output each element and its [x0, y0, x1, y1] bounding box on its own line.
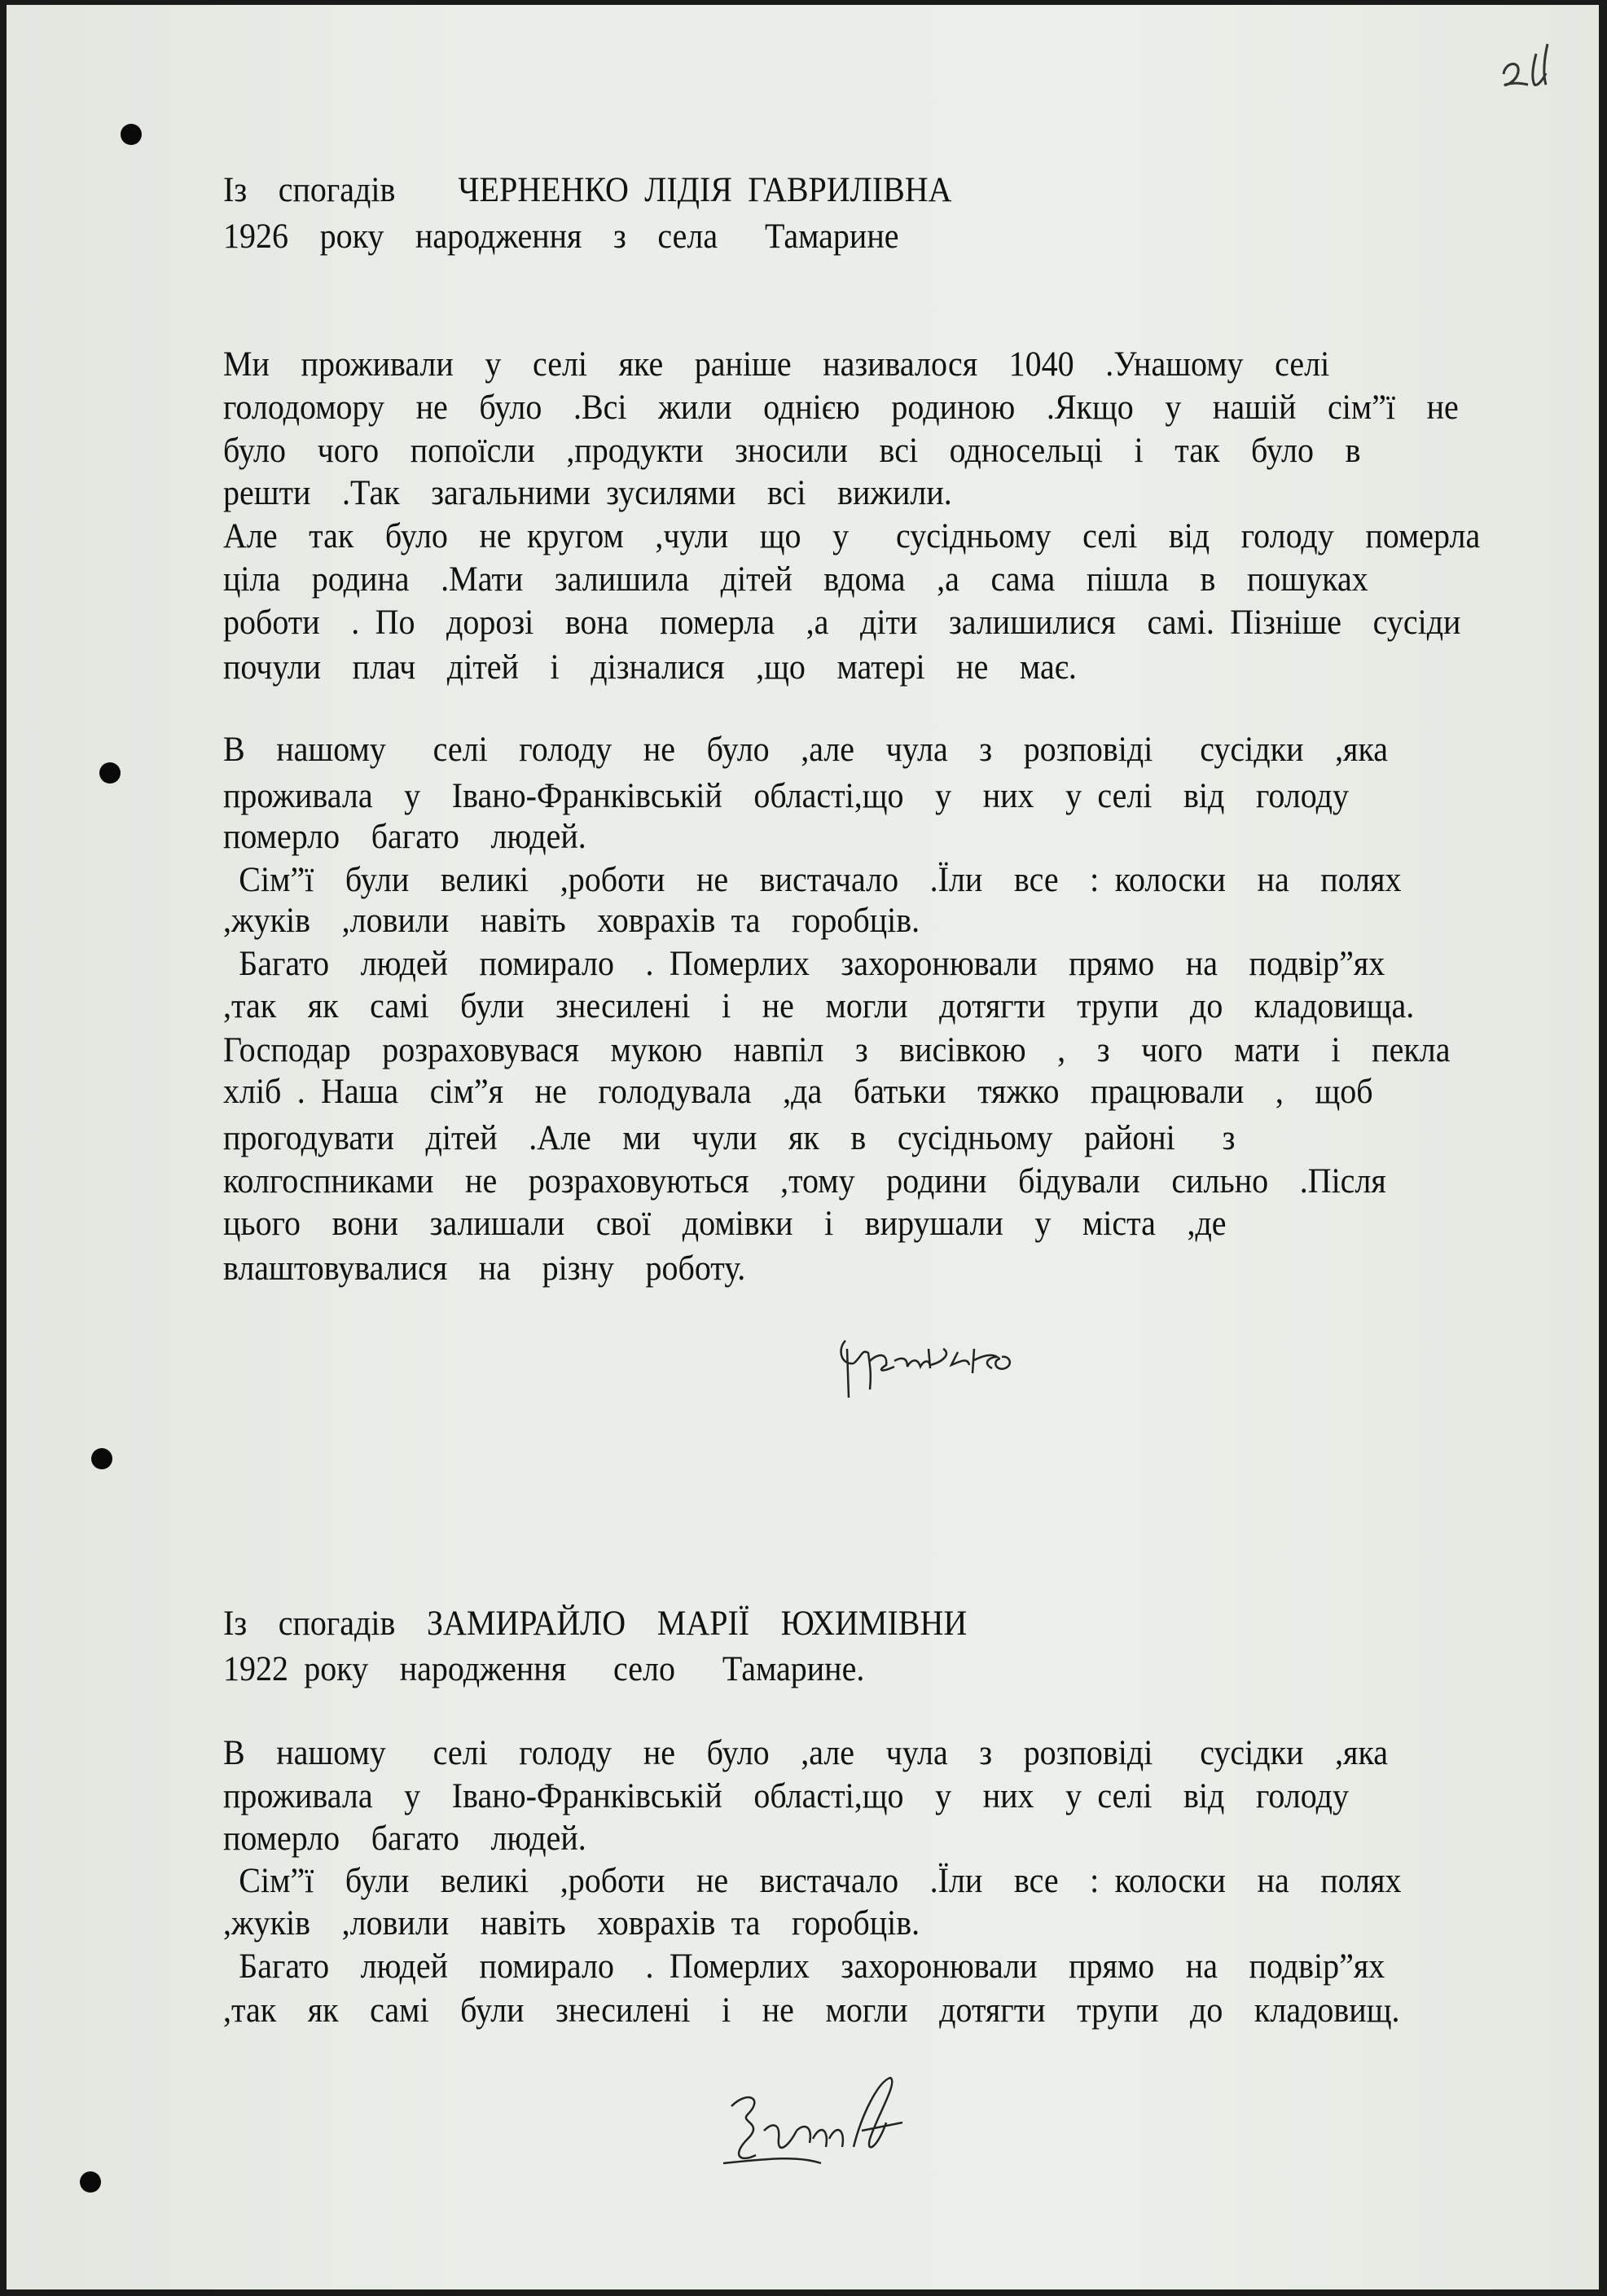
- punch-hole: [99, 762, 121, 784]
- document-page: [7, 5, 1599, 2289]
- paragraph-line: решти .Так загальними зусилями всі вижили.: [223, 474, 952, 512]
- punch-hole: [80, 2171, 101, 2193]
- paragraph-line: Сім”ї були великі ,роботи не вистачало .Їли все : колоски на полях: [223, 1862, 1402, 1900]
- paragraph-line: померло багато людей.: [223, 818, 586, 856]
- paragraph-line: почули плач дітей і дізналися ,що матері не має.: [223, 648, 1077, 687]
- entry-header-line: Із спогадів ЧЕРНЕНКО ЛІДІЯ ГАВРИЛІВНА: [223, 171, 952, 209]
- paragraph-line: померло багато людей.: [223, 1820, 586, 1858]
- entry-header-line: Із спогадів ЗАМИРАЙЛО МАРІЇ ЮХИМІВНИ: [223, 1605, 968, 1643]
- signature-chernenko: [829, 1316, 1074, 1414]
- paragraph-line: ,так як самі були знесилені і не могли дотягти трупи до кладовища.: [223, 987, 1415, 1025]
- handwritten-page-number: [1497, 37, 1570, 103]
- paragraph-line: В нашому селі голоду не було ,але чула з розповіді сусідки ,яка: [223, 1734, 1389, 1772]
- paragraph-line: цього вони залишали свої домівки і вирушали у міста ,де: [223, 1205, 1227, 1243]
- paragraph-line: Багато людей помирало . Померлих захоронювали прямо на подвір”ях: [223, 945, 1385, 983]
- paragraph-line: було чого попоїсли ,продукти зносили всі односельці і так було в: [223, 432, 1361, 470]
- paragraph-line: ,жуків ,ловили навіть ховрахів та горобців.: [223, 902, 920, 940]
- paragraph-line: голодомору не було .Всі жили однією родиною .Якщо у нашій сім”ї не: [223, 389, 1459, 427]
- paragraph-line: хліб . Наша сім”я не голодувала ,да батьки тяжко працювали , щоб: [223, 1073, 1373, 1111]
- paragraph-line: ,жуків ,ловили навіть ховрахів та горобців.: [223, 1904, 920, 1943]
- entry-header-line: 1922 року народження село Тамарине.: [223, 1650, 865, 1688]
- paragraph-line: Але так було не кругом ,чули що у сусідньому селі від голоду померла: [223, 517, 1481, 555]
- punch-hole: [91, 1448, 112, 1469]
- paragraph-line: В нашому селі голоду не було ,але чула з розповіді сусідки ,яка: [223, 731, 1389, 769]
- paragraph-line: проживала у Івано-Франківській області,що у них у селі від голоду: [223, 777, 1349, 815]
- paragraph-line: ,так як самі були знесилені і не могли дотягти трупи до кладовищ.: [223, 1991, 1400, 2030]
- paragraph-line: Ми проживали у селі яке раніше називалося 1040 .Унашому селі: [223, 345, 1330, 384]
- paragraph-line: Багато людей помирало . Померлих захоронювали прямо на подвір”ях: [223, 1947, 1385, 1986]
- paragraph-line: проживала у Івано-Франківській області,що у них у селі від голоду: [223, 1777, 1349, 1815]
- entry-header-line: 1926 року народження з села Тамарине: [223, 217, 899, 256]
- paragraph-line: колгоспниками не розраховуються ,тому родини бідували сильно .Після: [223, 1162, 1386, 1201]
- punch-hole: [121, 124, 142, 145]
- paragraph-line: влаштовувалися на різну роботу.: [223, 1249, 746, 1288]
- paragraph-line: Сім”ї були великі ,роботи не вистачало .Їли все : колоски на полях: [223, 861, 1402, 899]
- paragraph-line: ціла родина .Мати залишила дітей вдома ,а сама пішла в пошуках: [223, 560, 1368, 599]
- paragraph-line: прогодувати дітей .Але ми чули як в сусідньому районі з: [223, 1119, 1236, 1157]
- paragraph-line: роботи . По дорозі вона померла ,а діти залишилися самі. Пізніше сусіди: [223, 604, 1461, 642]
- paragraph-line: Господар розраховувася мукою навпіл з висівкою , з чого мати і пекла: [223, 1031, 1451, 1069]
- signature-zamyrailo: [715, 2066, 959, 2196]
